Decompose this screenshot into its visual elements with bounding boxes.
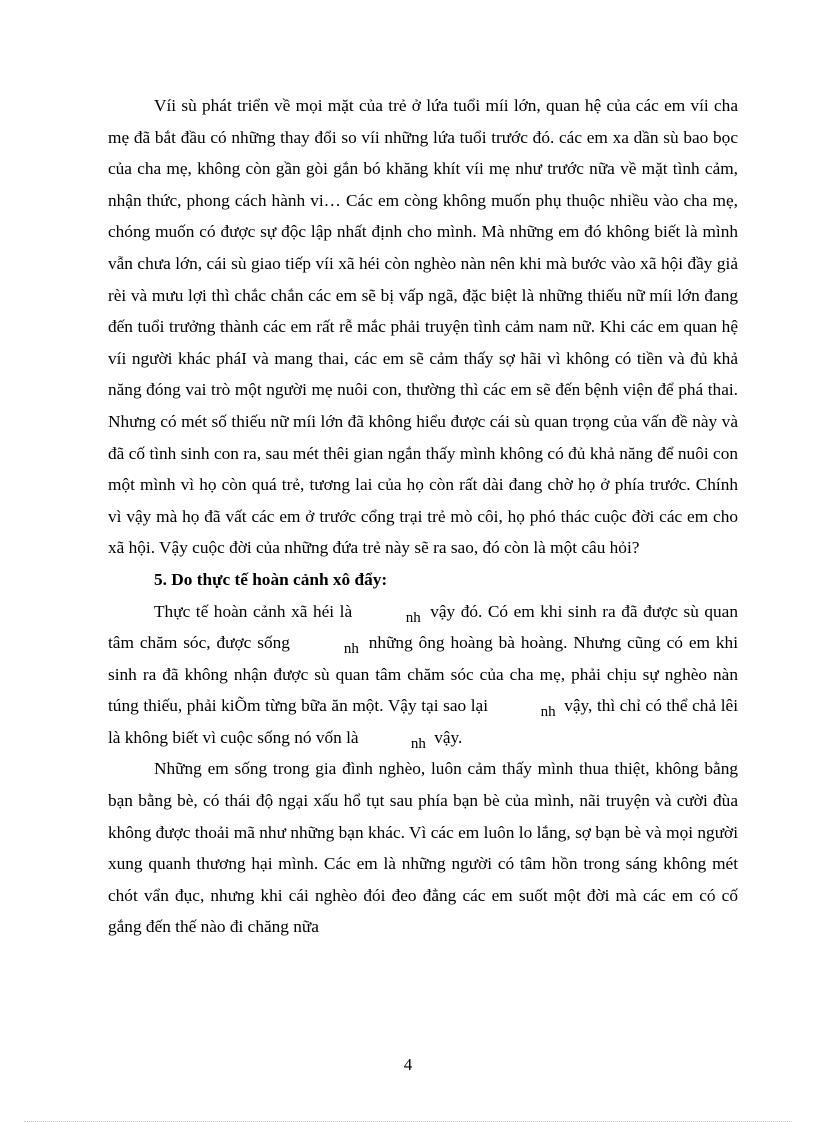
nh-fragment: nh	[410, 735, 426, 752]
paragraph-2-part-b: vậy đó. Có em khi sinh ra đã được sù quan tâm chăm sóc, được sống	[108, 601, 738, 653]
paragraph-2-part-c: những ông hoàng bà hoàng. Nhưng cũng có em khi sinh ra đã không nhận được sù quan tâm chăm sóc của cha mẹ, phải chịu sự nghèo nàn túng thiếu, phải kiÕm từng bữa ăn một. Vậy tại sao lại	[108, 633, 738, 716]
paragraph-2-part-d: vậy, thì chỉ có thể chả lêi là không biết vì cuộc sống nó vốn là	[108, 696, 738, 747]
paragraph-2-part-e: vậy.	[434, 727, 463, 747]
paragraph-2-part-a: Thực tế hoàn cảnh xã héi là	[154, 601, 353, 621]
section-heading: 5. Do thực tế hoàn cảnh xô đẩy:	[154, 569, 388, 589]
paragraph-3: Những em sống trong gia đình nghèo, luôn cảm thấy mình thua thiệt, không bằng bạn bằng bè, có thái độ ngại xấu hổ tụt sau phía bạn bè của mình, nãi truyện và cười đùa không được thoải mã như những bạn khác. Vì các em luôn lo lắng, sợ bạn bè và mọi người xung quanh thương hại mình. Các em là những người có tâm hồn trong sáng không mét chót vẩn đục, nhưng khi cái nghèo đói đeo đẳng các em suốt một đời mà các em có cố gắng đến thế nào đi chăng nữa	[108, 759, 738, 937]
body-text	[108, 90, 738, 943]
nh-fragment: nh	[540, 704, 556, 721]
page-number: 4	[403, 1055, 413, 1074]
page-bottom-divider	[24, 1121, 792, 1122]
nh-fragment: nh	[405, 609, 421, 626]
nh-fragment: nh	[343, 641, 359, 658]
paragraph-1: Víi sù phát triển về mọi mặt của trẻ ở lứa tuổi míi lớn, quan hệ của các em víi cha mẹ đã bắt đầu có những thay đổi so víi những lứa tuổi trước đó. các em xa dần sù bao bọc của cha mẹ, không còn gần gòi gắn bó khăng khít víi mẹ như trước nữa về mặt tình cảm, nhận thức, phong cách hành vi… Các em còng không muốn phụ thuộc nhiều vào cha mẹ, chóng muốn có được sự độc lập nhất định cho mình. Mà những em đó không biết là mình vẫn chưa lớn, cái sù giao tiếp víi xã héi còn nghèo nàn nên khi mà bước vào xã hội đầy giả rèi và mưu lợi thì chắc chắn các em sẽ bị vấp ngã, đặc biệt là những thiếu nữ míi lớn đang đến tuổi trưởng thành các em rất rễ mắc phải truyện tình cảm nam nữ. Khi các em quan hệ víi người khác pháI và mang thai, các em sẽ cảm thấy sợ hãi vì không có tiền và đủ khả năng đóng vai trò một người mẹ nuôi con, thường thì các em sẽ đến bệnh viện để phá thai. Nhưng có mét số thiếu nữ míi lớn đã không hiểu được cái sù quan trọng của vấn đề này và đã cố tình sinh con ra, sau mét thêi gian ngắn thấy mình không có đủ khả năng để nuôi con một mình vì họ còn quá trẻ, tương lai của họ còn rất dài đang chờ họ ở phía trước. Chính vì vậy mà họ đã vất các em ở trước cổng trại trẻ mò côi, họ phó thác cuộc đời các em cho xã hội. Vậy cuộc đời của những đứa trẻ này sẽ ra sao, đó còn là một câu hỏi?	[108, 96, 738, 558]
paragraph-2	[108, 596, 738, 754]
